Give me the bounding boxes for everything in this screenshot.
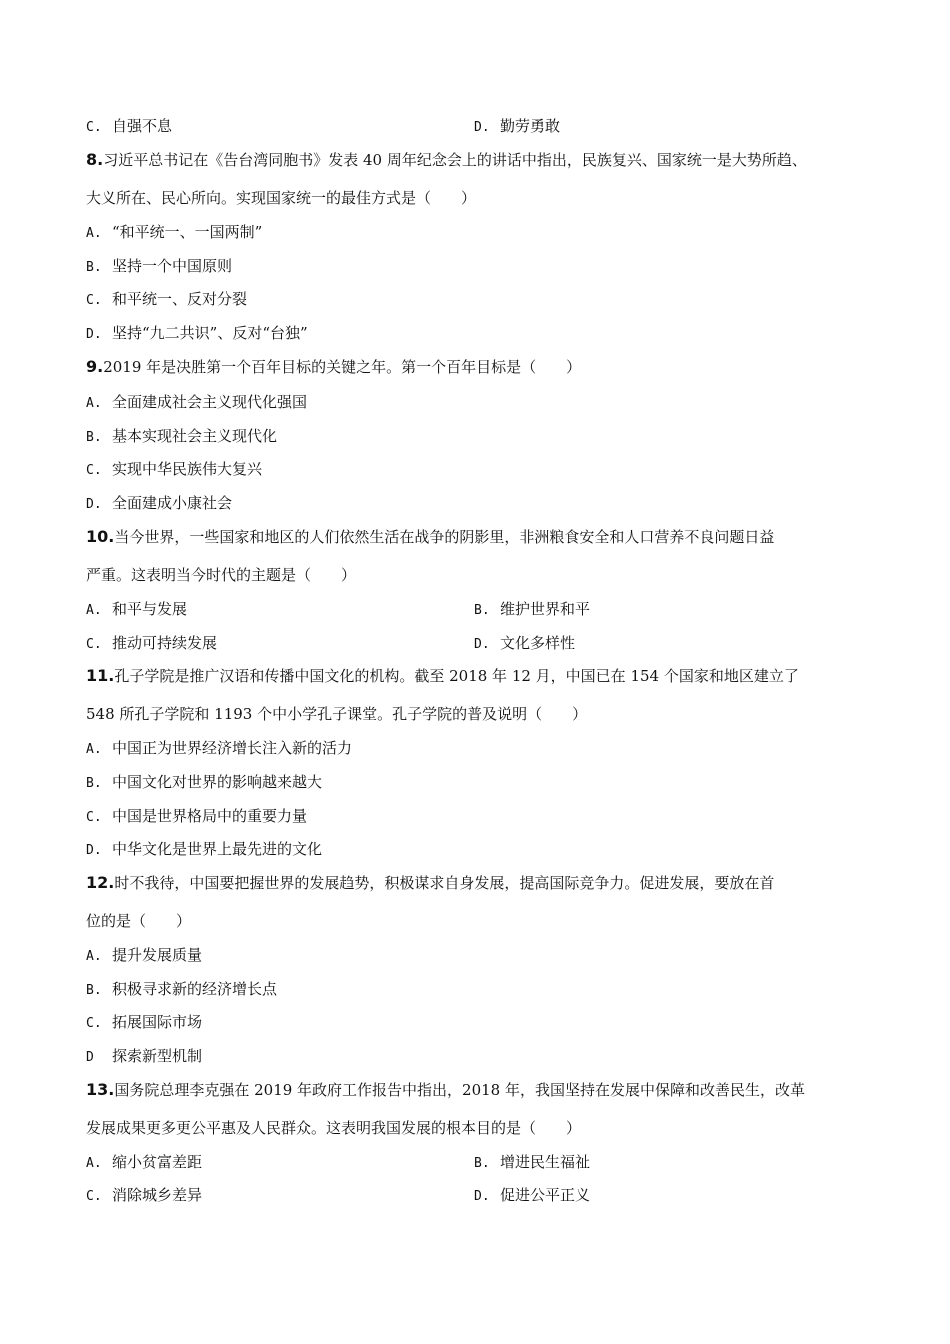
option-text: 拓展国际市场 [112,1013,203,1031]
question-text: 当今世界，一些国家和地区的人们依然生活在战争的阴影里，非洲粮食安全和人口营养不良问题日益 [114,528,775,546]
question-13-line-1 [86,1080,805,1100]
q12-option-a[interactable] [86,945,202,967]
option-text: 全面建成小康社会 [112,494,233,512]
question-12-line-2: 位的是（ ） [86,912,192,930]
option-text: 文化多样性 [500,634,576,652]
q12-option-d[interactable] [86,1046,202,1068]
option-letter: D. [474,120,490,135]
option-text: 勤劳勇敢 [500,117,561,135]
option-text: 中国是世界格局中的重要力量 [112,807,308,825]
question-text: 孔子学院是推广汉语和传播中国文化的机构。截至 2018 年 12 月，中国已在 154 个国家和地区建立了 [114,667,799,685]
option-letter: C. [86,810,102,825]
question-number: 10. [86,527,115,546]
q9-option-a[interactable] [86,392,307,414]
option-letter: C. [86,1189,102,1204]
option-text: 缩小贫富差距 [112,1153,203,1171]
q13-option-d[interactable] [474,1185,590,1207]
q8-option-d[interactable] [86,323,308,345]
question-text: 国务院总理李克强在 2019 年政府工作报告中指出，2018 年，我国坚持在发展中保障和改善民生，改革 [114,1081,805,1099]
q8-option-c[interactable] [86,289,247,311]
q11-option-c[interactable] [86,806,307,828]
option-letter: C. [86,463,102,478]
q12-option-b[interactable] [86,979,277,1001]
option-letter: B. [474,603,490,618]
question-12-line-1 [86,873,774,893]
question-text: 习近平总书记在《告台湾同胞书》发表 40 周年纪念会上的讲话中指出，民族复兴、国家统一是大势所趋、 [103,151,807,169]
q11-option-a[interactable] [86,738,352,760]
option-letter: B. [86,776,102,791]
option-text: 自强不息 [112,117,173,135]
option-text: 促进公平正义 [500,1186,591,1204]
option-text: 坚持一个中国原则 [112,257,233,275]
q9-option-b[interactable] [86,426,277,448]
option-letter: C. [86,1016,102,1031]
option-letter: A. [86,1156,102,1171]
q13-option-a[interactable] [86,1152,202,1174]
option-text: 积极寻求新的经济增长点 [112,980,278,998]
option-text: 探索新型机制 [112,1047,203,1065]
question-number: 12. [86,873,115,892]
question-10-line-1 [86,527,774,547]
option-letter: B. [86,983,102,998]
q13-option-b[interactable] [474,1152,590,1174]
option-text: “和平统一、一国两制” [112,223,263,241]
question-13-line-2: 发展成果更多更公平惠及人民群众。这表明我国发展的根本目的是（ ） [86,1119,582,1137]
option-letter: B. [474,1156,490,1171]
option-letter: B. [86,430,102,445]
question-9-line-1 [86,357,581,377]
option-text: 和平统一、反对分裂 [112,290,248,308]
question-11-line-2: 548 所孔子学院和 1193 个中小学孔子课堂。孔子学院的普及说明（ ） [86,705,588,723]
q7-option-c[interactable] [86,116,172,138]
option-text: 消除城乡差异 [112,1186,203,1204]
q10-option-d[interactable] [474,633,575,655]
option-letter: D. [474,637,490,652]
option-letter: A. [86,742,102,757]
option-text: 中国正为世界经济增长注入新的活力 [112,739,353,757]
q10-option-b[interactable] [474,599,590,621]
q8-option-a[interactable] [86,222,262,244]
q8-option-b[interactable] [86,256,232,278]
option-letter: A. [86,603,102,618]
option-letter: A. [86,226,102,241]
option-text: 推动可持续发展 [112,634,218,652]
option-text: 基本实现社会主义现代化 [112,427,278,445]
question-text: 2019 年是决胜第一个百年目标的关键之年。第一个百年目标是（ ） [103,358,582,376]
question-8-line-2: 大义所在、民心所向。实现国家统一的最佳方式是（ ） [86,189,477,207]
option-letter: D [86,1050,94,1065]
q9-option-d[interactable] [86,493,232,515]
q9-option-c[interactable] [86,459,262,481]
option-letter: C. [86,293,102,308]
option-letter: C. [86,120,102,135]
option-text: 中国文化对世界的影响越来越大 [112,773,323,791]
option-letter: D. [86,843,102,858]
option-text: 坚持“九二共识”、反对“台独” [112,324,308,342]
q13-option-c[interactable] [86,1185,202,1207]
q7-option-d[interactable] [474,116,560,138]
option-letter: B. [86,260,102,275]
question-number: 9. [86,357,104,376]
option-letter: A. [86,949,102,964]
option-text: 实现中华民族伟大复兴 [112,460,263,478]
q11-option-d[interactable] [86,839,322,861]
option-text: 中华文化是世界上最先进的文化 [112,840,323,858]
option-text: 提升发展质量 [112,946,203,964]
q12-option-c[interactable] [86,1012,202,1034]
question-11-line-1 [86,666,799,686]
q10-option-c[interactable] [86,633,217,655]
option-letter: A. [86,396,102,411]
q11-option-b[interactable] [86,772,322,794]
option-text: 维护世界和平 [500,600,591,618]
option-text: 全面建成社会主义现代化强国 [112,393,308,411]
option-text: 和平与发展 [112,600,188,618]
option-letter: C. [86,637,102,652]
option-letter: D. [474,1189,490,1204]
question-number: 8. [86,150,104,169]
option-text: 增进民生福祉 [500,1153,591,1171]
question-number: 13. [86,1080,115,1099]
option-letter: D. [86,327,102,342]
question-text: 时不我待，中国要把握世界的发展趋势，积极谋求自身发展，提高国际竞争力。促进发展，要放在首 [114,874,775,892]
question-10-line-2: 严重。这表明当今时代的主题是（ ） [86,566,357,584]
option-letter: D. [86,497,102,512]
q10-option-a[interactable] [86,599,187,621]
question-8-line-1 [86,150,807,170]
question-number: 11. [86,666,115,685]
